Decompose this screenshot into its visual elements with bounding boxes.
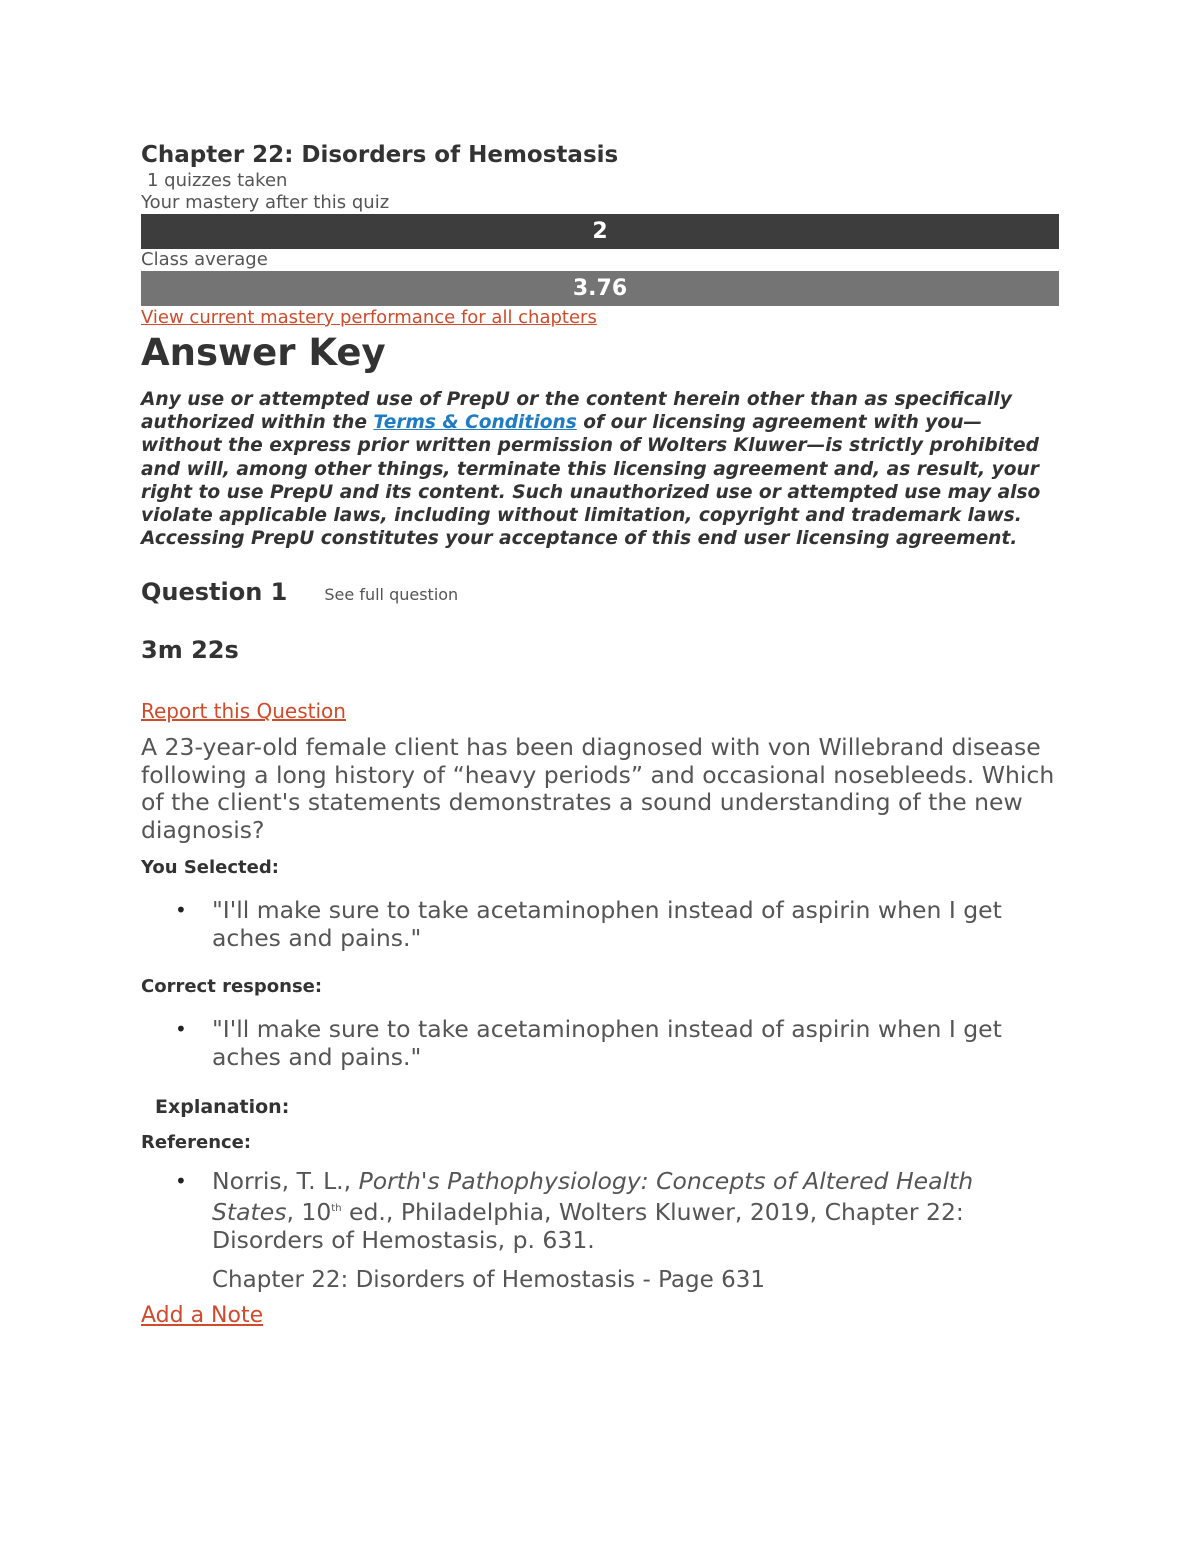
reference-author: Norris, T. L., <box>212 1167 359 1196</box>
legal-notice <box>141 388 1059 550</box>
answer-key-title: Answer Key <box>141 331 386 374</box>
class-average-bar <box>141 271 1059 306</box>
selected-answer-list <box>141 896 1059 952</box>
mastery-performance-link[interactable]: View current mastery performance for all chapters <box>141 307 597 328</box>
content <box>141 140 1059 1330</box>
reference-rest: ed., Philadelphia, Wolters Kluwer, 2019, Chapter 22: Disorders of Hemostasis, p. 631. <box>212 1198 964 1255</box>
reference-book-title: Porth's Pathophysiology: Concepts of Altered Health States <box>212 1167 974 1227</box>
add-note-link[interactable]: Add a Note <box>141 1303 264 1329</box>
you-selected-label: You Selected: <box>141 857 279 879</box>
question-time: 3m 22s <box>141 636 239 665</box>
bullet-icon: • <box>175 1169 187 1194</box>
reference-list <box>141 1167 1059 1254</box>
reference-edition: , 10 <box>286 1198 332 1227</box>
correct-response-label: Correct response: <box>141 976 323 998</box>
correct-answer-list <box>141 1015 1059 1071</box>
bullet-icon: • <box>175 1017 187 1042</box>
class-average-value: 3.76 <box>572 276 628 301</box>
correct-answer-text: "I'll make sure to take acetaminophen instead of aspirin when I get aches and pains." <box>212 1015 1002 1072</box>
reference-item <box>141 1167 1059 1254</box>
legal-text-after: of our licensing agreement with you—without the express prior written permission of Wolters Kluwer—is strictly prohibited and will, among other things, terminate this licensing agreement and, as result, your right to use PrepU and its content. Such unauthorized use or attempted use may also violate applicable laws, including without limitation, copyright and trademark laws. Accessing PrepU constitutes your acceptance of this end user licensing agreement. <box>141 412 1041 550</box>
reference-label: Reference: <box>141 1132 252 1154</box>
correct-answer <box>141 1015 1059 1071</box>
question-text: A 23-year-old female client has been diagnosed with von Willebrand disease following a long history of “heavy periods” and occasional nosebleeds. Which of the client's statements demonstrates a sound understanding of the new diagnosis? <box>141 733 1055 844</box>
see-full-question-link[interactable]: See full question <box>324 585 459 605</box>
chapter-title: Chapter 22: Disorders of Hemostasis <box>141 142 619 168</box>
selected-answer <box>141 896 1059 952</box>
quizzes-taken: 1 quizzes taken <box>147 170 288 191</box>
mastery-label: Your mastery after this quiz <box>141 192 390 213</box>
bullet-icon: • <box>175 898 187 923</box>
mastery-value: 2 <box>592 219 608 244</box>
reference-edition-suffix: th <box>331 1203 342 1215</box>
report-question-link[interactable]: Report this Question <box>141 699 346 724</box>
selected-answer-text: "I'll make sure to take acetaminophen instead of aspirin when I get aches and pains." <box>212 896 1002 953</box>
terms-conditions-link[interactable]: Terms & Conditions <box>373 412 577 434</box>
question-title: Question 1 <box>141 578 288 607</box>
explanation-label: Explanation: <box>155 1096 290 1119</box>
legal-text-before: Any use or attempted use of PrepU or the content herein other than as specifically authorized within the <box>141 389 1012 434</box>
question-header <box>141 578 1059 606</box>
mastery-bar <box>141 214 1059 249</box>
page-reference-link[interactable]: Chapter 22: Disorders of Hemostasis - Page 631 <box>212 1267 765 1294</box>
class-average-label: Class average <box>141 249 268 270</box>
